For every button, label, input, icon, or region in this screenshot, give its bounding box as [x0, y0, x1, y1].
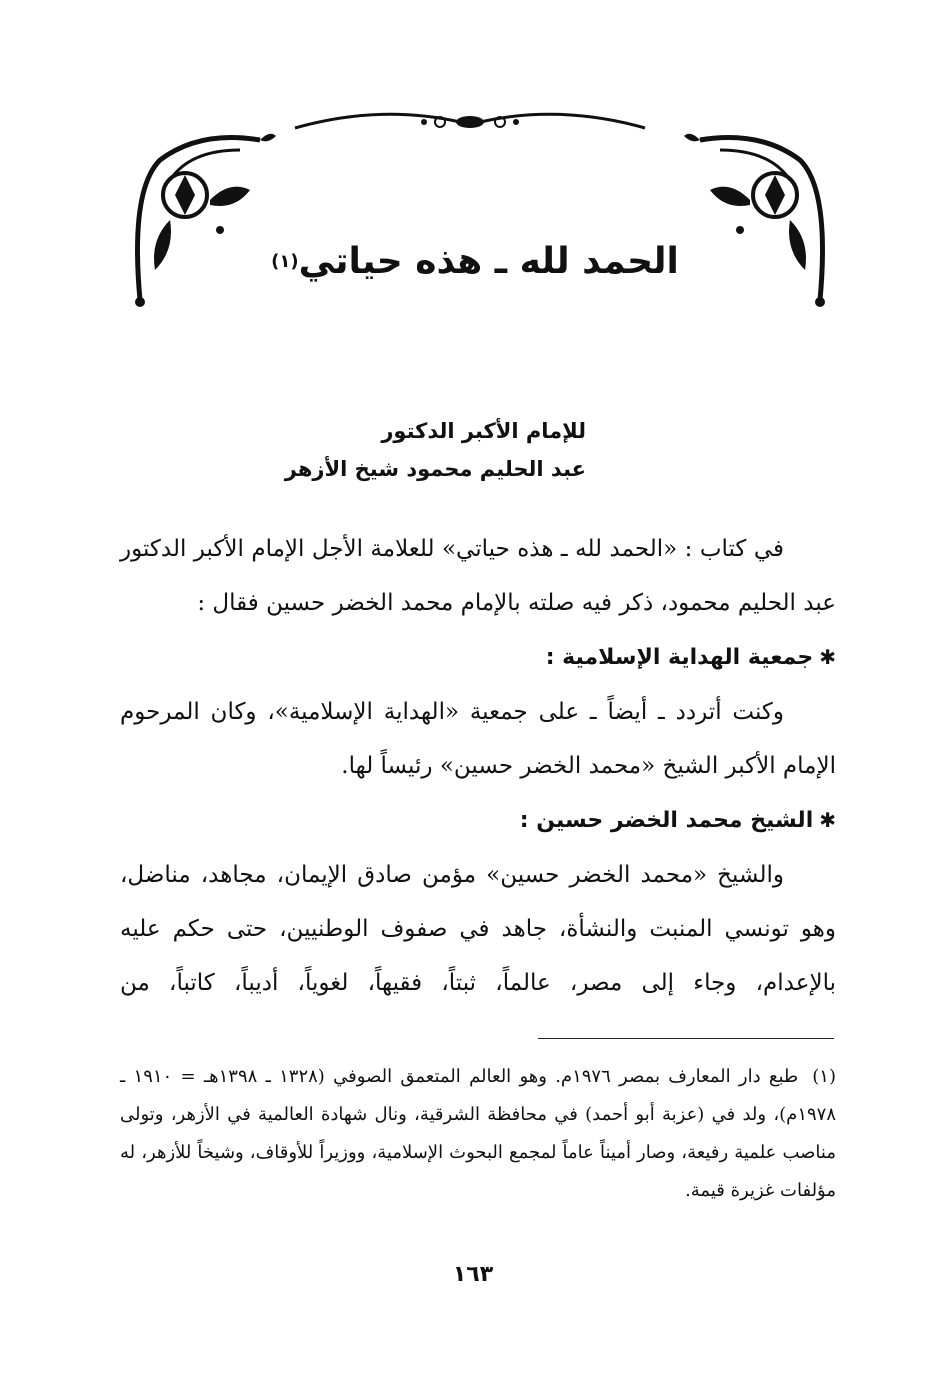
- footnote-divider: [538, 1038, 834, 1039]
- section-heading-text: الشيخ محمد الخضر حسين :: [519, 808, 814, 833]
- section-heading-khidr: [120, 793, 836, 848]
- chapter-title: الحمد لله ـ هذه حياتي: [298, 241, 679, 282]
- author-block: [186, 412, 586, 488]
- main-text: [120, 522, 836, 1010]
- title-footnote-marker: (١): [271, 250, 299, 272]
- footnote-text: طبع دار المعارف بمصر ١٩٧٦م. وهو العالم المتعمق الصوفي (١٣٢٨ ـ ١٣٩٨هـ = ١٩١٠ ـ ١٩٧٨م)، ولد في (عزبة أبو أحمد) في محافظة الشرقية، ونال شهادة العالمية في الأزهر، وتولى مناصب علمية رفيعة، وصار أميناً عاماً لمجمع البحوث الإسلامية، ووزيراً للأوقاف، وشيخاً للأزهر، له مؤلفات غزيرة قيمة.: [120, 1066, 836, 1201]
- footnote-block: [120, 1058, 836, 1210]
- page-number: ١٦٣: [452, 1262, 494, 1287]
- intro-paragraph: في كتاب : «الحمد لله ـ هذه حياتي» للعلامة الأجل الإمام الأكبر الدكتور عبد الحليم محمود، ذكر فيه صلته بالإمام محمد الخضر حسين فقال :: [120, 536, 836, 616]
- bullet-star-icon: ✱: [819, 645, 836, 669]
- paragraph-khidr: والشيخ «محمد الخضر حسين» مؤمن صادق الإيمان، مجاهد، مناضل، وهو تونسي المنبت والنشأة، جاهد في صفوف الوطنيين، حتى حكم عليه بالإعدام، وجاء إلى مصر، عالماً، ثبتاً، فقيهاً، لغوياً، أديباً، كاتباً، من: [120, 862, 836, 996]
- chapter-title-block: [230, 232, 716, 292]
- section-heading-hidaya: [120, 630, 836, 685]
- author-name: عبد الحليم محمود شيخ الأزهر: [284, 457, 586, 481]
- footnote-marker: (١): [812, 1066, 836, 1087]
- author-title: للإمام الأكبر الدكتور: [381, 419, 586, 443]
- section-heading-text: جمعية الهداية الإسلامية :: [545, 645, 814, 670]
- bullet-star-icon: ✱: [819, 808, 836, 832]
- paragraph-hidaya: وكنت أتردد ـ أيضاً ـ على جمعية «الهداية الإسلامية»، وكان المرحوم الإمام الأكبر الشيخ «محمد الخضر حسين» رئيساً لها.: [120, 699, 836, 779]
- footnote-1: [120, 1058, 836, 1210]
- header-ornament-line: [290, 100, 650, 140]
